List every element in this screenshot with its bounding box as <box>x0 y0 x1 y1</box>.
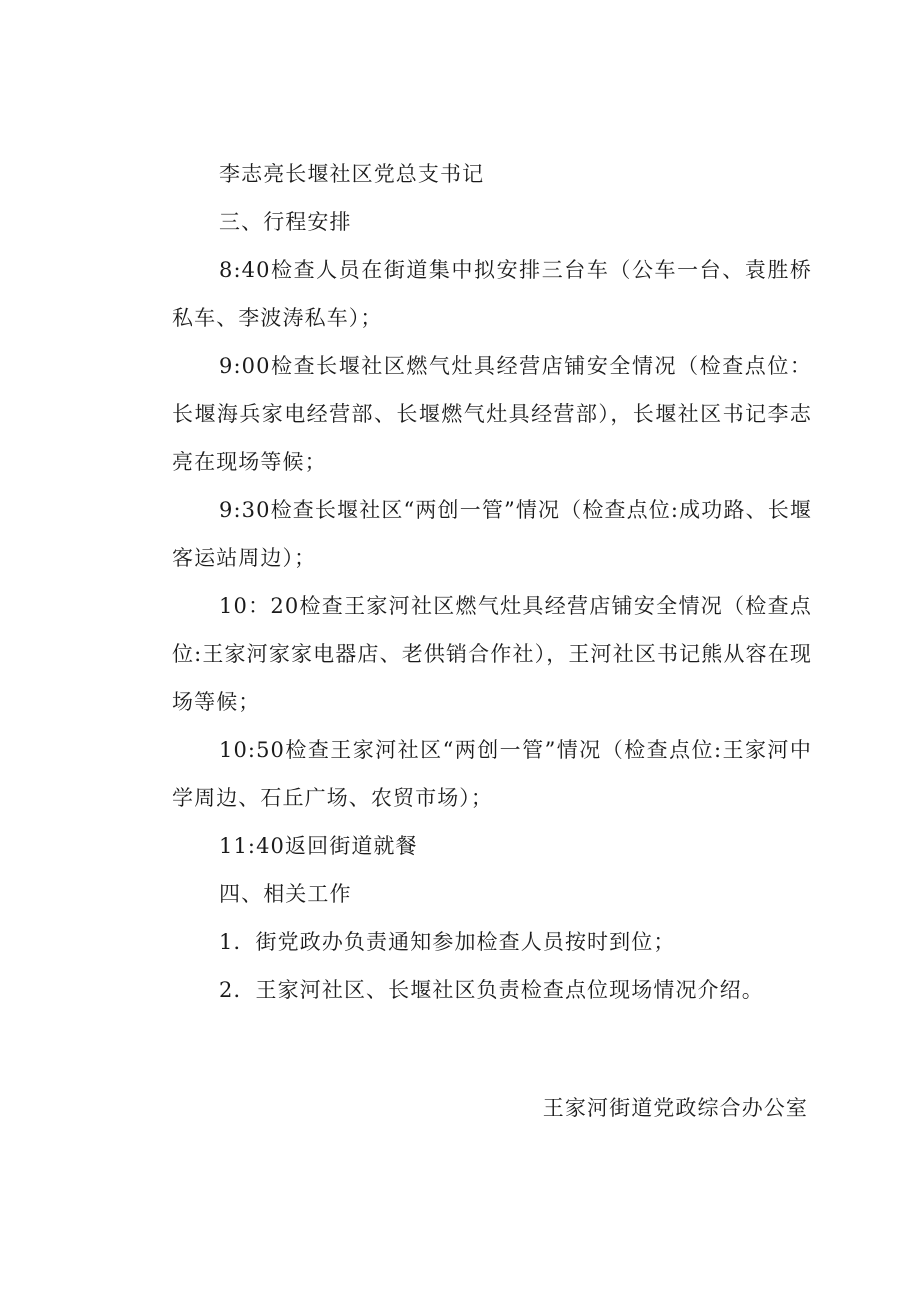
paragraph-0900: 9:00检查长堰社区燃气灶具经营店铺安全情况（检查点位：长堰海兵家电经营部、长堰燃气灶具经营部），长堰社区书记李志亮在现场等候； <box>172 354 812 474</box>
paragraph-0840: 8:40检查人员在街道集中拟安排三台车（公车一台、袁胜桥私车、李波涛私车）； <box>172 258 812 330</box>
heading-related-work: 四、相关工作 <box>219 882 352 906</box>
paragraph-1140: 11:40返回街道就餐 <box>219 834 418 858</box>
list-item-2: 2．王家河社区、长堰社区负责检查点位现场情况介绍。 <box>219 978 764 1002</box>
document-body <box>172 150 812 1014</box>
heading-itinerary: 三、行程安排 <box>219 210 352 234</box>
paragraph-1050: 10:50检查王家河社区“两创一管”情况（检查点位:王家河中学周边、石丘广场、农贸市场）； <box>172 738 812 810</box>
paragraph-0930: 9:30检查长堰社区“两创一管”情况（检查点位:成功路、长堰客运站周边）； <box>172 498 812 570</box>
paragraph-leader: 李志亮长堰社区党总支书记 <box>219 162 485 186</box>
paragraph-1020: 10：20检查王家河社区燃气灶具经营店铺安全情况（检查点位:王家河家家电器店、老供销合作社），王河社区书记熊从容在现场等候； <box>172 594 812 714</box>
signature-office: 王家河街道党政综合办公室 <box>542 1096 808 1120</box>
list-item-1: 1．街党政办负责通知参加检查人员按时到位； <box>219 930 676 954</box>
